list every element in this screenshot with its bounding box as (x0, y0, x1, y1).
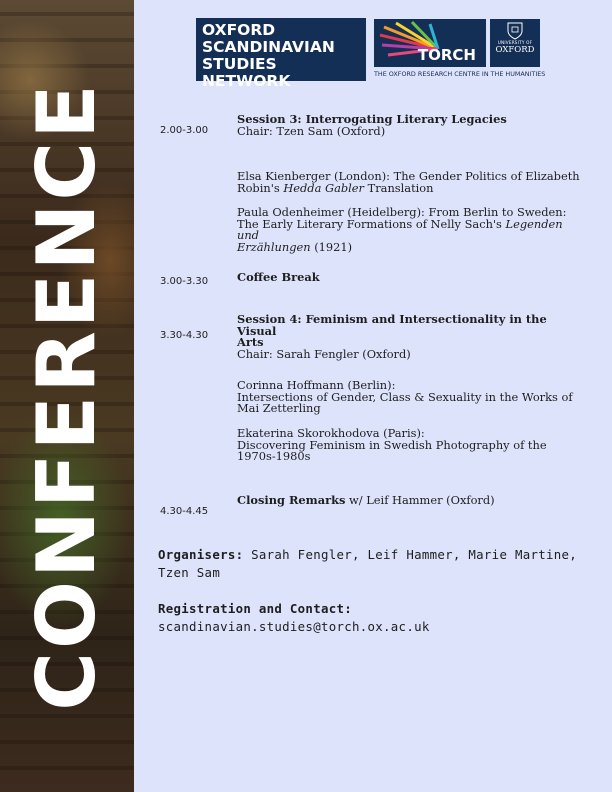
session-3-talk-1: Elsa Kienberger (London): The Gender Politics of Elizabeth Robin's Hedda Gabler Translation (237, 169, 580, 195)
side-painting-panel (0, 0, 134, 792)
registration-contact: Registration and Contact: scandinavian.studies@torch.ox.ac.uk (158, 601, 430, 634)
closing-remarks-time: 4.30-4.45 (160, 506, 209, 517)
organisers: Organisers: Sarah Fengler, Leif Hammer, Marie Martine, Tzen Sam (158, 547, 578, 580)
oxford-scandinavian-studies-network-logo: OXFORD SCANDINAVIAN STUDIES NETWORK (196, 18, 366, 81)
university-of-oxford-logo: UNIVERSITY OF OXFORD (490, 19, 540, 67)
coffee-break-title: Coffee Break (237, 270, 320, 284)
conference-vertical-title: CONFERENCE (20, 81, 113, 711)
closing-remarks: Closing Remarks w/ Leif Hammer (Oxford) (237, 493, 495, 507)
torch-logo: TORCH (374, 19, 486, 67)
torch-caption: THE OXFORD RESEARCH CENTRE IN THE HUMANITIES (374, 70, 546, 78)
session-3-talk-2: Paula Odenheimer (Heidelberg): From Berlin to Sweden: The Early Literary Formations of Nelly Sach's Legenden und Erzählungen (1921) (237, 205, 567, 254)
session-4-talk-1: Corinna Hoffmann (Berlin): Intersections of Gender, Class & Sexuality in the Works of Mai Zetterling (237, 378, 573, 415)
session-4-heading: Session 4: Feminism and Intersectionality in the Visual Arts Chair: Sarah Fengler (Oxford) (237, 312, 547, 361)
session-3-time: 2.00-3.00 (160, 125, 209, 136)
session-4-time: 3.30-4.30 (160, 330, 209, 341)
session-4-talk-2: Ekaterina Skorokhodova (Paris): Discovering Feminism in Swedish Photography of the 1970s-1980s (237, 426, 547, 463)
contact-email[interactable]: scandinavian.studies@torch.ox.ac.uk (158, 619, 430, 634)
oxford-crest-icon (507, 22, 523, 40)
session-3-heading: Session 3: Interrogating Literary Legacies Chair: Tzen Sam (Oxford) (237, 112, 507, 138)
coffee-break-time: 3.00-3.30 (160, 276, 209, 287)
